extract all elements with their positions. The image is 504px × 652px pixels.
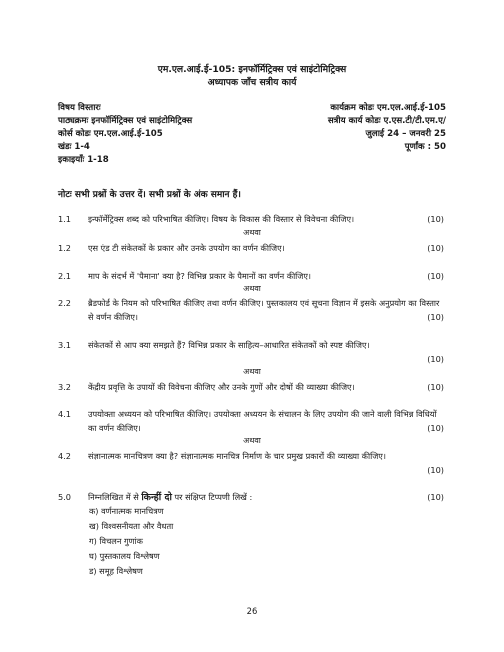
question-marks: (10) xyxy=(427,354,444,364)
meta-course-code: कोर्स कोडः एम.एल.आई.ई-105 xyxy=(58,129,163,139)
option-item: ग) विचलन गुणांक xyxy=(89,536,143,546)
page-number: 26 xyxy=(246,606,258,616)
question-2-2 xyxy=(58,296,444,324)
meta-programme-code: कार्यक्रम कोडः एम.एल.आई.ई-105 xyxy=(330,103,446,113)
question-number: 1.2 xyxy=(58,243,72,253)
question-marks: (10) xyxy=(427,312,444,322)
option-item: ड) समूह विश्लेषण xyxy=(89,566,143,576)
question-3-2 xyxy=(58,380,444,394)
question-1-2 xyxy=(58,241,444,255)
meta-units: इकाइयाँः 1-18 xyxy=(58,155,109,165)
question-2-1 xyxy=(58,269,444,283)
question-text: माप के संदर्भ में 'पैमाना' क्या है? विभिन्न प्रकार के पैमानों का वर्णन कीजिए। xyxy=(88,271,312,281)
meta-course: पाठ्यक्रमः इनफॉर्मिट्रिक्स एवं साइंटोमिट्रिक्स xyxy=(58,116,193,126)
question-4-2 xyxy=(58,449,444,477)
or-separator: अथवा xyxy=(243,367,261,376)
question-3-1 xyxy=(58,338,444,366)
question-text xyxy=(88,490,408,505)
question-marks: (10) xyxy=(427,465,444,475)
or-separator: अथवा xyxy=(243,284,261,293)
question-4-1 xyxy=(58,407,444,435)
question-number: 2.2 xyxy=(58,298,72,308)
question-text: इन्फॉर्मेट्रिक्स शब्द को परिभाषित कीजिए। विषय के विकास की विस्तार से विवेचना कीजिए। xyxy=(88,214,355,224)
question-marks: (10) xyxy=(427,243,444,253)
question-number: 3.2 xyxy=(58,382,72,392)
question-number: 4.1 xyxy=(58,409,72,419)
question-text: संकेतकों से आप क्या समझते हैं? विभिन्न प्रकार के साहित्य–आधारित संकेतकों को स्पष्ट कीजिए। xyxy=(88,340,370,350)
question-text-before: निम्नलिखित में से xyxy=(88,492,139,502)
question-marks: (10) xyxy=(427,214,444,224)
or-separator: अथवा xyxy=(243,436,261,445)
question-number: 2.1 xyxy=(58,271,72,281)
question-text-after: पर संक्षिप्त टिप्पणी लिखें : xyxy=(174,492,253,502)
question-marks: (10) xyxy=(427,382,444,392)
question-number: 4.2 xyxy=(58,451,72,461)
meta-max-marks: पूर्णांक : 50 xyxy=(404,142,446,152)
question-5-0 xyxy=(58,490,444,504)
question-marks: (10) xyxy=(427,271,444,281)
question-number: 1.1 xyxy=(58,214,72,224)
meta-session: जुलाई 24 – जनवरी 25 xyxy=(365,129,446,139)
instructions-note: नोटः सभी प्रश्नों के उत्तर दें। सभी प्रश्नों के अंक समान हैं। xyxy=(58,190,241,200)
question-text: एस एंड टी संकेतकों के प्रकार और उनके उपयोग का वर्णन कीजिए। xyxy=(88,243,285,253)
question-marks: (10) xyxy=(427,423,444,433)
meta-blocks: खंडः 1-4 xyxy=(58,142,90,152)
document-subtitle: अध्यापक जाँच सत्रीय कार्य xyxy=(207,77,297,88)
meta-subject: विषय विस्तारः xyxy=(58,103,101,113)
question-number: 5.0 xyxy=(58,492,72,502)
question-text: संज्ञानात्मक मानचित्रण क्या है? संज्ञानात्मक मानचित्र निर्माण के चार प्रमुख प्रकारों की व्याख्या कीजिए। xyxy=(88,451,386,461)
question-text: उपयोक्ता अध्ययन को परिभाषित कीजिए। उपयोक्ता अध्ययन के संचालन के लिए उपयोग की जाने वाली विभिन्न विधियों का वर्णन कीजिए। xyxy=(88,409,437,433)
option-item: क) वर्णनात्मक मानचित्रण xyxy=(89,506,164,516)
document-title: एम.एल.आई.ई-105: इनफॉर्मिट्रिक्स एवं साइंटोमिट्रिक्स xyxy=(157,64,347,75)
question-text-emphasis: किन्हीं दो xyxy=(141,492,172,503)
meta-assignment-code: सत्रीय कार्य कोडः ए.एस.टी/टी.एम.ए/ xyxy=(327,116,446,126)
option-item: घ) पुस्तकालय विश्लेषण xyxy=(89,551,160,561)
option-item: ख) विश्वसनीयता और वैधता xyxy=(89,521,174,531)
question-number: 3.1 xyxy=(58,340,72,350)
question-1-1 xyxy=(58,212,444,226)
question-text: ब्रैडफोर्ड के नियम को परिभाषित कीजिए तथा वर्णन कीजिए। पुस्तकालय एवं सूचना विज्ञान में इसके अनुप्रयोग का विस्तार से वर्णन कीजिए। xyxy=(88,298,440,322)
or-separator: अथवा xyxy=(243,228,261,237)
question-marks: (10) xyxy=(427,492,444,502)
question-text: केंद्रीय प्रवृत्ति के उपायों की विवेचना कीजिए और उनके गुणों और दोषों की व्याख्या कीजिए। xyxy=(88,382,355,392)
